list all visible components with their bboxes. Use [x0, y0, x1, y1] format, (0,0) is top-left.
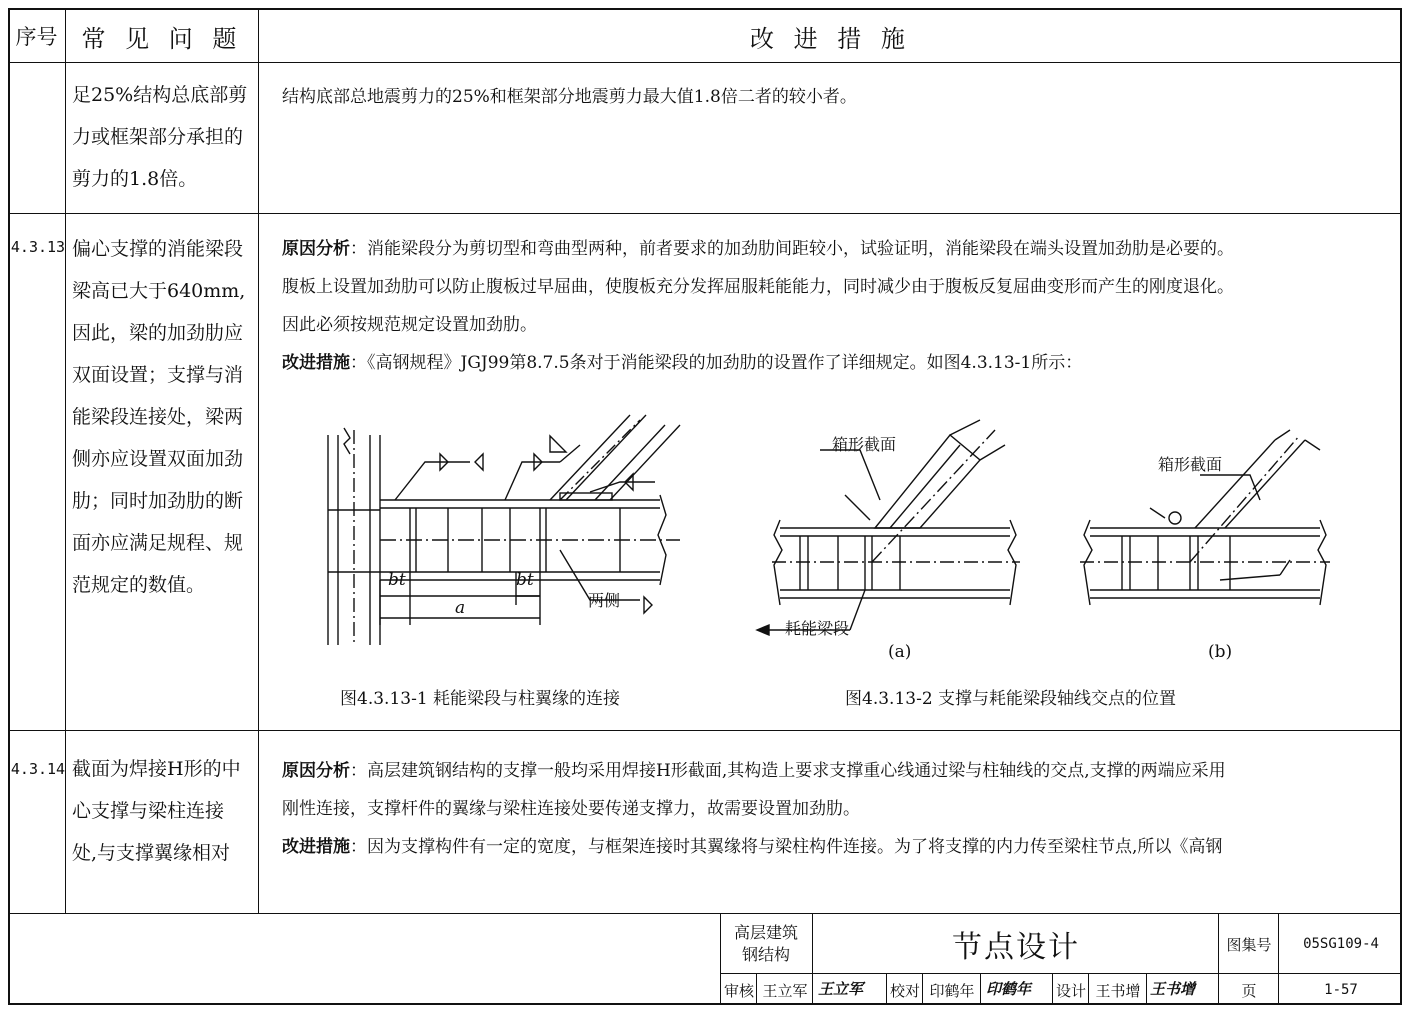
row-divider-2 [8, 730, 1402, 731]
analysis-label: 原因分析 [282, 761, 350, 781]
row2-problem [72, 748, 254, 874]
header-divider [8, 62, 1402, 63]
analysis-line [282, 752, 1392, 790]
problem-line: 心支撑与梁柱连接 [72, 800, 225, 822]
tb-reviewer: 王立军 [762, 981, 808, 1000]
problem-line: 因此，梁的加劲肋应 [72, 322, 244, 344]
tb-checker: 印鹤年 [929, 981, 975, 1000]
improve-line [282, 828, 1392, 866]
problem-line: 梁高已大于640mm, [72, 280, 246, 302]
row2-measure [282, 752, 1392, 866]
header-problem: 常 见 问 题 [81, 24, 243, 53]
row1-measure [282, 230, 1392, 382]
improve-label: 改进措施 [282, 353, 350, 373]
tb-line [1278, 913, 1279, 1005]
tb-designer-signature: 王书增 [1150, 980, 1196, 998]
analysis-label: 原因分析 [282, 239, 350, 259]
tb-line [1146, 973, 1147, 1005]
tb-line [812, 913, 813, 1005]
col-divider-2 [258, 8, 259, 913]
analysis-text: ：消能梁段分为剪切型和弯曲型两种，前者要求的加劲肋间距较小，试验证明，消能梁段在端头设置加劲肋是必要的。 [350, 239, 1234, 259]
row0-problem [72, 74, 254, 200]
tb-checker-signature: 印鹤年 [986, 980, 1032, 998]
fig1-label-bt2: bt [516, 570, 534, 590]
tb-line [1088, 973, 1089, 1005]
tb-atlas-no: 05SG109-4 [1303, 936, 1379, 952]
row1-number: 4.3.13 [10, 238, 66, 256]
tb-line [1218, 913, 1219, 1005]
fig1-label-a: a [455, 598, 466, 618]
fig2b-sublabel: (b) [1208, 642, 1233, 662]
tb-page-no: 1-57 [1324, 982, 1358, 998]
improve-text: ：《高钢规程》JGJ99第8.7.5条对于消能梁段的加劲肋的设置作了详细规定。如图4.3.13-1所示： [350, 353, 1083, 373]
tb-atlas-label: 图集号 [1226, 935, 1272, 954]
tb-line [886, 973, 887, 1005]
tb-review-label: 审核 [723, 981, 754, 1000]
improve-line [282, 344, 1392, 382]
analysis-line [282, 230, 1392, 268]
header-seq: 序号 [15, 25, 58, 49]
row-divider-3 [8, 913, 1402, 914]
problem-line: 面亦应满足规程、规 [72, 532, 244, 554]
tb-designer: 王书增 [1095, 981, 1141, 1000]
fig2a-label-link: 耗能梁段 [785, 619, 850, 638]
problem-line: 双面设置；支撑与消 [72, 364, 244, 386]
tb-line [1052, 973, 1053, 1005]
fig2b-label-box: 箱形截面 [1158, 455, 1223, 474]
tb-project: 高层建筑钢结构 [734, 923, 799, 964]
tb-page-label: 页 [1241, 981, 1257, 1000]
tb-line [756, 973, 757, 1005]
fig2a-sublabel: (a) [888, 642, 912, 662]
tb-title: 节点设计 [952, 930, 1080, 965]
tb-line [922, 973, 923, 1005]
problem-line: 处,与支撑翼缘相对 [72, 842, 231, 864]
row2-number: 4.3.14 [10, 760, 66, 778]
problem-line: 力或框架部分承担的 [72, 126, 244, 148]
problem-line: 肋；同时加劲肋的断 [72, 490, 244, 512]
tb-check-label: 校对 [889, 981, 920, 1000]
tb-design-label: 设计 [1055, 981, 1086, 1000]
header-measure: 改 进 措 施 [750, 24, 911, 53]
problem-line: 截面为焊接H形的中 [72, 758, 241, 780]
analysis-line: 刚性连接，支撑杆件的翼缘与梁柱连接处要传递支撑力，故需要设置加劲肋。 [282, 799, 860, 819]
problem-line: 范规定的数值。 [72, 574, 206, 596]
improve-text: ：因为支撑构件有一定的宽度，与框架连接时其翼缘将与梁柱构件连接。为了将支撑的内力传至梁柱节点,所以《高钢 [350, 837, 1223, 857]
analysis-text: ：高层建筑钢结构的支撑一般均采用焊接H形截面,其构造上要求支撑重心线通过梁与柱轴线的交点,支撑的两端应采用 [350, 761, 1226, 781]
improve-label: 改进措施 [282, 837, 350, 857]
row0-measure [282, 78, 1392, 116]
tb-line [980, 973, 981, 1005]
analysis-line: 因此必须按规范规定设置加劲肋。 [282, 315, 537, 335]
tb-line [720, 913, 721, 1005]
tb-reviewer-signature: 王立军 [818, 980, 864, 998]
fig1-label-bt1: bt [388, 570, 406, 590]
fig2a-label-box: 箱形截面 [832, 435, 897, 454]
fig2-caption: 图4.3.13-2 支撑与耗能梁段轴线交点的位置 [845, 689, 1177, 709]
problem-line: 偏心支撑的消能梁段 [72, 238, 244, 260]
measure-line: 结构底部总地震剪力的25%和框架部分地震剪力最大值1.8倍二者的较小者。 [282, 87, 857, 107]
analysis-line: 腹板上设置加劲肋可以防止腹板过早屈曲，使腹板充分发挥屈服耗能能力，同时减少由于腹板反复屈曲变形而产生的刚度退化。 [282, 277, 1234, 297]
problem-line: 侧亦应设置双面加劲 [72, 448, 244, 470]
problem-line: 剪力的1.8倍。 [72, 168, 198, 190]
problem-line: 足25%结构总底部剪 [72, 84, 248, 106]
fig1-label-two-sides: 两侧 [588, 591, 621, 610]
problem-line: 能梁段连接处，梁两 [72, 406, 244, 428]
row1-problem [72, 228, 254, 606]
tb-line [720, 973, 1402, 974]
fig1-caption: 图4.3.13-1 耗能梁段与柱翼缘的连接 [340, 689, 621, 709]
row-divider-1 [8, 213, 1402, 214]
